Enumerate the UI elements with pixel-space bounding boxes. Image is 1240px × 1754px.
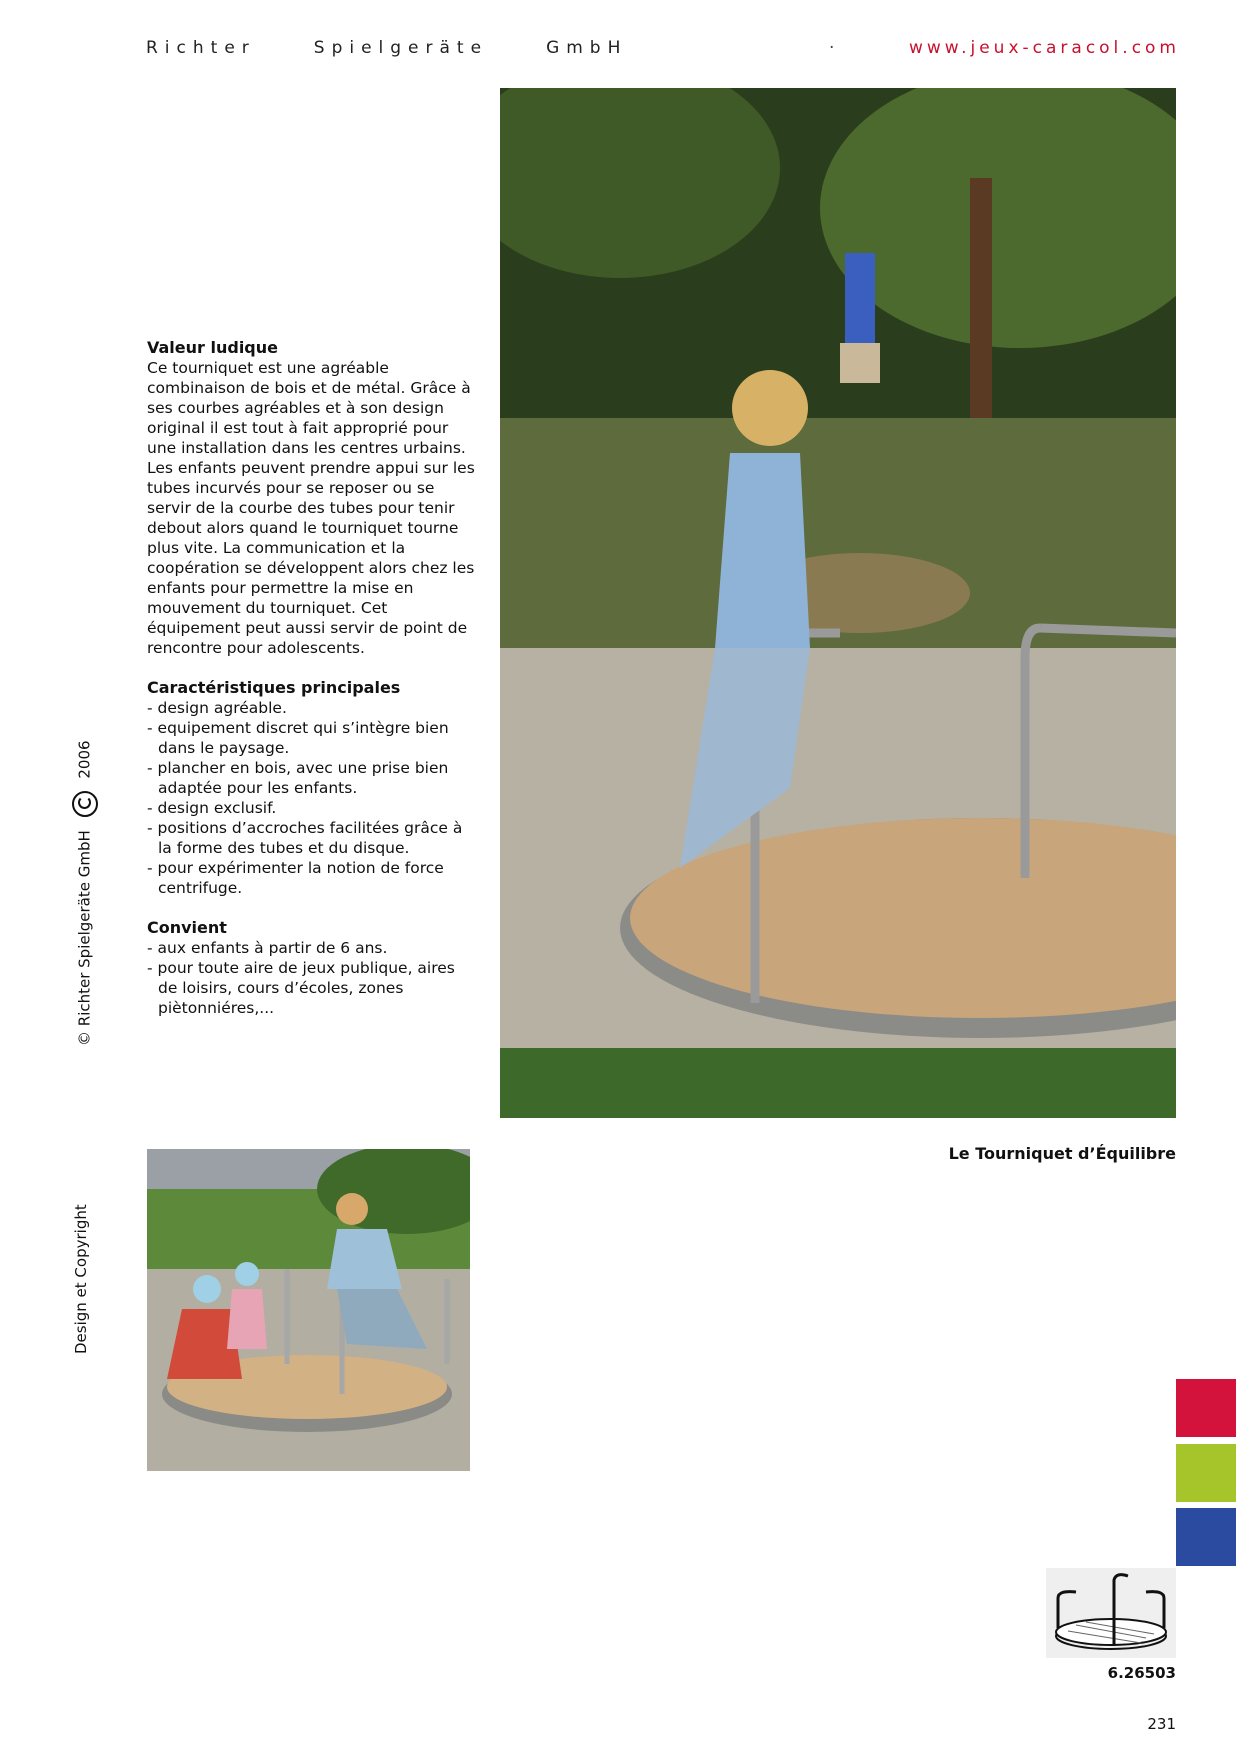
caracol-logo-icon	[72, 791, 98, 817]
page-number: 231	[1147, 1715, 1176, 1733]
company-word: GmbH	[546, 38, 628, 58]
list-item: - equipement discret qui s’intègre bien dans le paysage.	[147, 718, 477, 758]
feature-list	[147, 698, 477, 898]
section-heading-caracteristiques: Caractéristiques principales	[147, 678, 401, 697]
list-item: - design exclusif.	[147, 798, 477, 818]
category-tab-red[interactable]	[1176, 1379, 1236, 1437]
header-separator: ·	[829, 38, 842, 58]
category-tab-blue[interactable]	[1176, 1508, 1236, 1566]
photo-illustration	[147, 1149, 470, 1471]
list-item: - positions d’accroches facilitées grâce à la forme des tubes et du disque.	[147, 818, 477, 858]
design-copyright-vertical: Design et Copyright	[72, 1204, 90, 1354]
article-number: 6.26503	[1107, 1664, 1176, 1682]
company-word: Spielgeräte	[313, 38, 489, 58]
photo-illustration	[500, 88, 1176, 1118]
copyright-text: © Richter Spielgeräte GmbH	[75, 830, 94, 1046]
secondary-product-photo	[147, 1149, 470, 1471]
suitability-list	[147, 938, 477, 1018]
product-title: Le Tourniquet d’Équilibre	[948, 1144, 1176, 1163]
company-word: Richter	[146, 38, 256, 58]
merry-go-round-icon	[1046, 1568, 1176, 1658]
section-heading-convient: Convient	[147, 918, 227, 937]
website-link[interactable]: www.jeux-caracol.com	[908, 38, 1180, 58]
main-product-photo	[500, 88, 1176, 1118]
description-column	[147, 338, 477, 1038]
copyright-year: 2006	[75, 740, 94, 779]
section-body-valeur: Ce tourniquet est une agréable combinaison de bois et de métal. Grâce à ses courbes agréables et à son design original il est tout à fait approprié pour une installation dans les centres urbains. Les enfants peuvent prendre appui sur les tubes incurvés pour se reposer ou se servir de la courbe des tubes pour tenir debout alors quand le tourniquet tourne plus vite. La communication et la coopération se développent alors chez les enfants pour permettre la mise en mouvement du tourniquet. Cet équipement peut aussi servir de point de rencontre pour adolescents.	[147, 359, 475, 657]
list-item: - plancher en bois, avec une prise bien adaptée pour les enfants.	[147, 758, 477, 798]
list-item: - pour toute aire de jeux publique, aires de loisirs, cours d’écoles, zones piètonniéres,...	[147, 958, 477, 1018]
list-item: - design agréable.	[147, 698, 477, 718]
copyright-vertical	[72, 740, 98, 1046]
company-name	[146, 38, 685, 58]
product-drawing	[1046, 1568, 1176, 1658]
list-item: - pour expérimenter la notion de force centrifuge.	[147, 858, 477, 898]
page-header	[146, 38, 1180, 62]
list-item: - aux enfants à partir de 6 ans.	[147, 938, 477, 958]
category-tab-green[interactable]	[1176, 1444, 1236, 1502]
section-heading-valeur: Valeur ludique	[147, 338, 278, 357]
